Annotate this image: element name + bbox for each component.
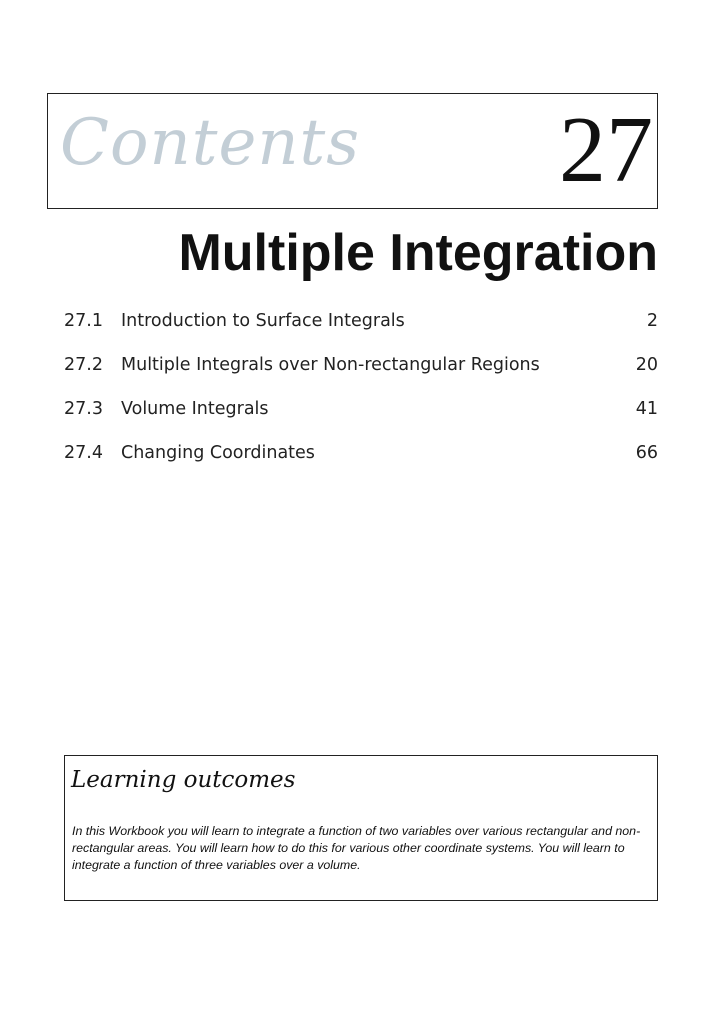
toc-entry-number: 27.1 (64, 311, 103, 331)
toc-entry-title[interactable]: Multiple Integrals over Non-rectangular Regions (121, 355, 540, 375)
learning-outcomes-text: In this Workbook you will learn to integrate a function of two variables over various rectangular and non-rectangular areas. You will learn how to do this for various other coordinate systems. You will learn to integrate a function of three variables over a volume. (72, 824, 641, 872)
toc-entry-number: 27.4 (64, 443, 103, 463)
toc-entry-number: 27.3 (64, 399, 103, 419)
learning-outcomes-heading: Learning outcomes (71, 767, 296, 793)
toc-entry-title[interactable]: Volume Integrals (121, 399, 269, 419)
table-of-contents (64, 306, 658, 482)
toc-entry-page: 66 (635, 443, 658, 463)
page-title: Multiple Integration (178, 224, 658, 282)
learning-outcomes-box (64, 755, 658, 901)
toc-entry-27-4[interactable] (64, 438, 658, 482)
toc-entry-title[interactable]: Introduction to Surface Integrals (121, 311, 405, 331)
contents-label: Contents (60, 106, 361, 180)
chapter-number: 27 (559, 98, 653, 202)
toc-entry-page: 2 (646, 311, 658, 331)
toc-entry-27-2[interactable] (64, 350, 658, 394)
toc-entry-page: 41 (635, 399, 658, 419)
contents-header-box (47, 93, 658, 209)
toc-entry-27-1[interactable] (64, 306, 658, 350)
toc-entry-title[interactable]: Changing Coordinates (121, 443, 315, 463)
toc-entry-number: 27.2 (64, 355, 103, 375)
toc-entry-page: 20 (635, 355, 658, 375)
toc-entry-27-3[interactable] (64, 394, 658, 438)
